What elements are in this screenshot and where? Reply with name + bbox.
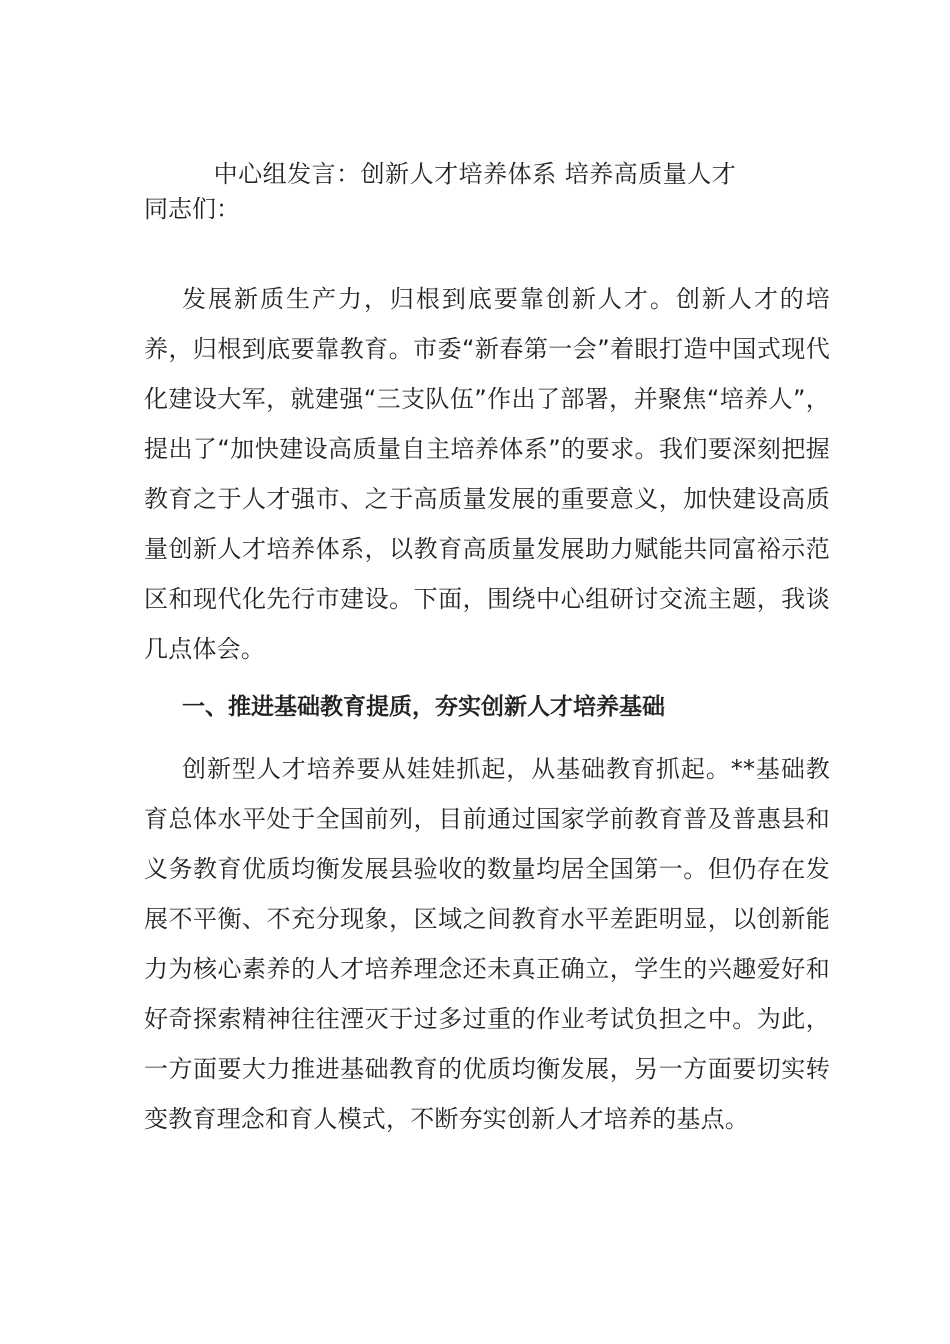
- salutation: 同志们：: [144, 195, 240, 223]
- paragraph-section-1: 创新型人才培养要从娃娃抓起，从基础教育抓起。**基础教育总体水平处于全国前列，目前通过国家学前教育普及普惠县和义务教育优质均衡发展县验收的数量均居全国第一。但仍存在发展不平衡、不充分现象，区域之间教育水平差距明显，以创新能力为核心素养的人才培养理念还未真正确立，学生的兴趣爱好和好奇探索精神往往湮灭于过多过重的作业考试负担之中。为此，一方面要大力推进基础教育的优质均衡发展，另一方面要切实转变教育理念和育人模式，不断夯实创新人才培养的基点。: [144, 755, 830, 1133]
- paragraph-intro: 发展新质生产力，归根到底要靠创新人才。创新人才的培养，归根到底要靠教育。市委“新春第一会”着眼打造中国式现代化建设大军，就建强“三支队伍”作出了部署，并聚焦“培养人”，提出了“加快建设高质量自主培养体系”的要求。我们要深刻把握教育之于人才强市、之于高质量发展的重要意义，加快建设高质量创新人才培养体系，以教育高质量发展助力赋能共同富裕示范区和现代化先行市建设。下面，围绕中心组研讨交流主题，我谈几点体会。: [144, 285, 830, 663]
- section-heading-1: 一、推进基础教育提质，夯实创新人才培养基础: [182, 694, 665, 720]
- document-title: 中心组发言：创新人才培养体系 培养高质量人才: [213, 160, 737, 188]
